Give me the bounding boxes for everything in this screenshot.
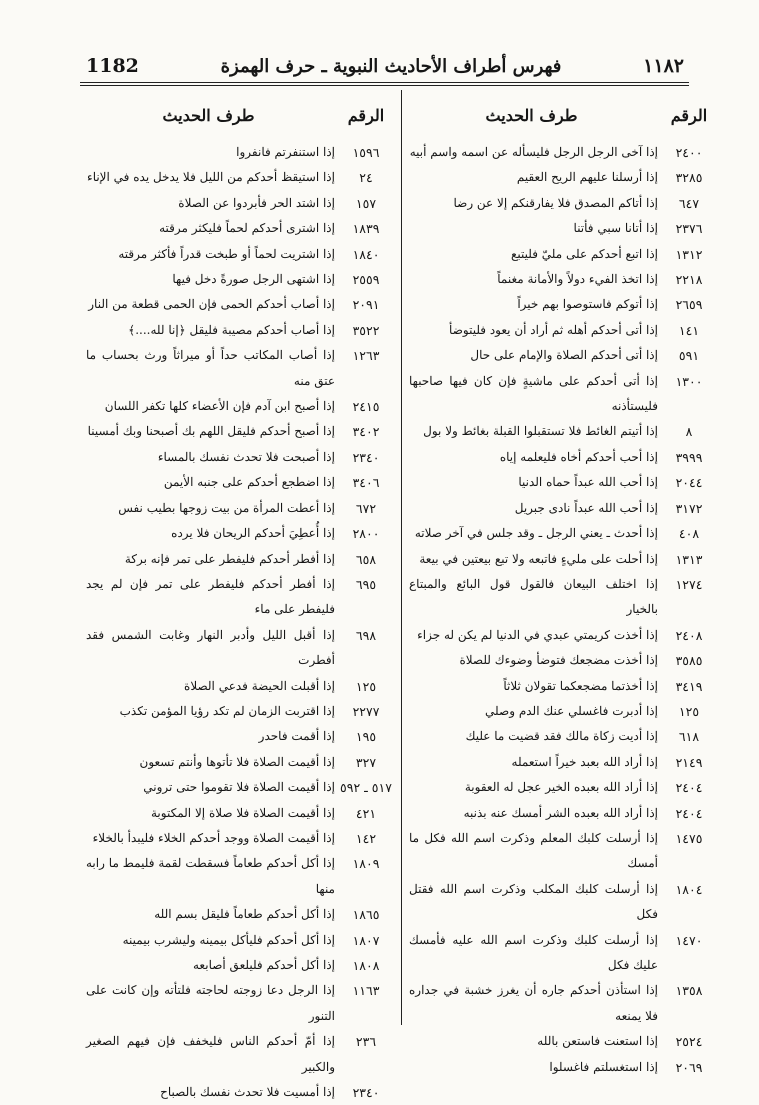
hadith-number: ١٨٠٩	[352, 856, 380, 872]
list-item	[82, 343, 397, 394]
list-item	[405, 1055, 720, 1080]
hadith-text: إذا أراد الله بعبده الخير عجل له العقوبة	[464, 780, 658, 795]
hadith-number: ٣٤٠٢	[352, 424, 380, 440]
left-column	[82, 90, 397, 1105]
hadith-text: إذا أحب الله عبداً نادى جبريل	[514, 500, 658, 515]
hadith-text: إذا اضطجع أحدكم على جنبه الأيمن	[163, 475, 335, 490]
number-column-label: الرقم	[670, 105, 708, 125]
hadith-text: إذا أتاكم المصدق فلا يفارقنكم إلا عن رضا	[453, 195, 658, 210]
hadith-number: ٢٣٤٠	[352, 449, 380, 465]
list-item	[405, 496, 720, 521]
hadith-text: إذا أمسيت فلا تحدث نفسك بالصباح	[160, 1085, 335, 1100]
hadith-text: إذا أخذت مضجعك فتوضأ وضوءك للصلاة	[459, 653, 658, 668]
hadith-text: إذا أفطر أحدكم فليفطر على تمر فإن لم يجد فليفطر على ماء	[86, 576, 335, 617]
hadith-text: إذا أخذتما مضجعكما تقولان ثلاثاً	[503, 678, 658, 693]
list-item	[82, 165, 397, 190]
hadith-text: إذا أراد الله بعبد خيراً استعمله	[511, 754, 658, 769]
hadith-number: ٢٠٩١	[352, 297, 380, 313]
hadith-number: ٢٤٠٤	[675, 805, 703, 821]
list-item	[82, 674, 397, 699]
hadith-number: ٣٩٩٩	[675, 449, 703, 465]
hadith-number: ١٢٥	[678, 703, 700, 719]
hadith-number: ٢٣٧٦	[675, 221, 703, 237]
list-item	[405, 699, 720, 724]
number-column-label: الرقم	[347, 105, 385, 125]
hadith-text: إذا أتى أحدكم أهله ثم أراد أن يعود فليتوضأ	[449, 322, 658, 337]
hadith-number: ١٢٥	[355, 678, 377, 694]
hadith-number: ٢٢١٨	[675, 272, 703, 288]
hadith-text: إذا أحب الله عبداً حماه الدنيا	[518, 475, 658, 490]
hadith-number: ١٣٠٠	[675, 373, 703, 389]
hadith-text: إذا أحلت على مليءٍ فاتبعه ولا تبع بيعتين في بيعة	[419, 551, 658, 566]
hadith-text: إذا استنفرتم فانفروا	[236, 145, 335, 159]
hadith-number: ١٥٩٦	[352, 145, 380, 160]
hadith-number: ١٨٠٤	[675, 881, 703, 897]
list-item	[405, 216, 720, 241]
list-item	[82, 623, 397, 674]
hadith-number: ٣٤٠٦	[352, 475, 380, 491]
hadith-text: إذا أدبرت فاغسلي عنك الدم وصلي	[485, 703, 658, 718]
column-divider	[401, 90, 402, 1025]
list-item	[82, 851, 397, 902]
list-item	[82, 775, 397, 800]
hadith-number: ٣٥٨٥	[675, 653, 703, 669]
hadith-list	[82, 140, 397, 1105]
hadith-text: إذا أمّ أحدكم الناس فليخفف فإن فيهم الصغير والكبير	[86, 1034, 335, 1074]
hadith-number: ١٨٣٩	[352, 221, 380, 237]
hadith-text: إذا أتوكم فاستوصوا بهم خيراً	[517, 297, 658, 312]
hadith-text: إذا أكل أحدكم فليلعق أصابعه	[193, 958, 335, 972]
hadith-text: إذا أتى أحدكم على ماشيةٍ فإن كان فيها صاحبها فليستأذنه	[409, 373, 658, 414]
hadith-number: ١٨٤٠	[352, 246, 380, 262]
hadith-text: إذا أقيمت الصلاة ووجد أحدكم الخلاء فليبدأ بالخلاء	[92, 830, 335, 845]
hadith-text: إذا آخى الرجل الرجل فليسأله عن اسمه واسم أبيه	[409, 145, 658, 159]
list-item	[82, 470, 397, 495]
hadith-text: إذا أحب أحدكم أخاه فليعلمه إياه	[499, 449, 658, 464]
hadith-number: ١٤١	[678, 322, 700, 338]
hadith-text: إذا اتخذ الفيء دولاً والأمانة مغنماً	[497, 272, 658, 287]
list-item	[405, 267, 720, 292]
hadith-text: إذا أرسلت كلبك المكلب وذكرت اسم الله فقتل فكل	[409, 881, 658, 922]
hadith-text: إذا استغسلتم فاغسلوا	[549, 1059, 658, 1074]
hadith-text: إذا أصبح أحدكم فليقل اللهم بك أصبحنا وبك أمسينا	[87, 424, 335, 439]
hadith-number: ١٤٧٠	[675, 932, 703, 948]
hadith-number: ١٨٠٧	[352, 932, 380, 948]
text-column-label: طرف الحديث	[162, 105, 255, 125]
hadith-text: إذا أرسلنا عليهم الريح العقيم	[516, 170, 658, 185]
hadith-text: إذا اتبع أحدكم على مليّ فليتبع	[510, 246, 658, 261]
list-item	[405, 572, 720, 623]
hadith-number: ١٤٢	[355, 830, 377, 846]
hadith-number: ١٣١٢	[675, 246, 703, 262]
hadith-number: ٢٢٧٧	[352, 703, 380, 719]
hadith-number: ١٤٧٥	[675, 830, 703, 846]
hadith-number: ١٣١٣	[675, 551, 703, 567]
hadith-number: ٦٩٥	[355, 576, 377, 592]
hadith-text: إذا أرسلت كلبك وذكرت اسم الله عليه فأمسك عليك فكل	[409, 932, 658, 972]
hadith-number: ٦٧٢	[355, 500, 377, 516]
list-item	[405, 140, 720, 165]
list-item	[405, 242, 720, 267]
list-item	[405, 750, 720, 775]
hadith-text: إذا اشترى أحدكم لحماً فليكثر مرقته	[159, 221, 335, 236]
column-header	[82, 90, 397, 140]
list-item	[82, 216, 397, 241]
list-item	[405, 165, 720, 190]
list-item	[405, 826, 720, 877]
text-column-label: طرف الحديث	[485, 105, 578, 125]
list-item	[405, 547, 720, 572]
list-item	[82, 724, 397, 749]
hadith-text: إذا اشتريت لحماً أو طبخت قدراً فأكثر مرقته	[118, 246, 335, 261]
hadith-number: ٣٤١٩	[675, 678, 703, 694]
list-item	[405, 419, 720, 444]
hadith-text: إذا أقيمت الصلاة فلا صلاة إلا المكتوبة	[150, 805, 335, 820]
hadith-text: إذا أتيتم الغائط فلا تستقبلوا القبلة بغائط ولا بول	[423, 424, 658, 439]
list-item	[82, 699, 397, 724]
hadith-number: ٢٤	[359, 170, 373, 186]
hadith-text: إذا أحدث ـ يعني الرجل ـ وقد جلس في آخر صلاته	[414, 526, 658, 541]
list-item	[82, 750, 397, 775]
hadith-number: ١٥٧	[355, 195, 377, 211]
list-item	[82, 191, 397, 216]
hadith-number: ٢٠٤٤	[675, 475, 703, 491]
hadith-text: إذا أصاب المكاتب حداً أو ميراثاً ورث بحساب ما عتق منه	[86, 348, 335, 388]
hadith-text: إذا أصاب أحدكم الحمى فإن الحمى قطعة من النار	[88, 297, 335, 312]
list-item	[405, 445, 720, 470]
hadith-text: إذا أصبحت فلا تحدث نفسك بالمساء	[157, 449, 335, 464]
list-item	[82, 496, 397, 521]
hadith-number: ٥١٧ ـ ٥٩٢	[340, 780, 392, 796]
list-item	[405, 648, 720, 673]
list-item	[82, 1080, 397, 1105]
hadith-number: ٢٤٠٠	[675, 145, 703, 160]
list-item	[405, 470, 720, 495]
hadith-text: إذا أخذت كريمتي عبدي في الدنيا لم يكن له جزاء	[417, 627, 658, 642]
list-item	[82, 445, 397, 470]
list-item	[405, 724, 720, 749]
hadith-number: ٣٥٢٢	[352, 322, 380, 338]
hadith-number: ٢٤٠٨	[675, 627, 703, 643]
list-item	[82, 1029, 397, 1080]
list-item	[82, 140, 397, 165]
list-item	[405, 343, 720, 368]
hadith-text: إذا أكل أحدكم طعاماً فليقل بسم الله	[154, 907, 335, 922]
list-item	[82, 928, 397, 953]
page-header	[86, 48, 684, 84]
hadith-number: ١٣٥٨	[675, 983, 703, 999]
hadith-text: إذا أتانا سبي فأتنا	[573, 221, 658, 236]
page-title: فهرس أطراف الأحاديث النبوية ـ حرف الهمزة	[220, 55, 562, 77]
hadith-number: ١٢٦٣	[352, 348, 380, 364]
hadith-text: إذا اشتد الحر فأبردوا عن الصلاة	[178, 195, 335, 210]
list-item	[405, 318, 720, 343]
list-item	[405, 801, 720, 826]
hadith-number: ٢٤١٥	[352, 399, 380, 415]
hadith-text: إذا اختلف البيعان فالقول قول البائع والمبتاع بالخيار	[409, 576, 658, 617]
hadith-list	[405, 140, 720, 1080]
column-header	[405, 90, 720, 140]
hadith-number: ٦٥٨	[355, 551, 377, 567]
hadith-number: ٢٣٤٠	[352, 1085, 380, 1101]
hadith-number: ٨	[685, 424, 693, 440]
hadith-text: إذا استأذن أحدكم جاره أن يغرز خشبة في جداره فلا يمنعه	[409, 983, 658, 1023]
hadith-text: إذا الرجل دعا زوجته لحاجته فلتأته وإن كانت على التنور	[86, 983, 335, 1023]
list-item	[82, 953, 397, 978]
hadith-number: ٢٠٦٩	[675, 1059, 703, 1075]
hadith-text: إذا أكل أحدكم طعاماً فسقطت لقمة فليمط ما رابه منها	[86, 856, 335, 896]
hadith-number: ٣٢٨٥	[675, 170, 703, 186]
hadith-text: إذا أتى أحدكم الصلاة والإمام على حال	[470, 348, 658, 363]
right-column	[405, 90, 720, 1080]
hadith-number: ١٨٠٨	[352, 958, 380, 973]
list-item	[82, 419, 397, 444]
list-item	[405, 978, 720, 1029]
hadith-number: ١٩٥	[355, 729, 377, 745]
list-item	[405, 623, 720, 648]
page-number-arabic: ١١٨٢	[643, 55, 684, 77]
list-item	[405, 1029, 720, 1054]
hadith-text: إذا أفطر أحدكم فليفطر على تمر فإنه بركة	[124, 551, 335, 566]
hadith-text: إذا أكل أحدكم فليأكل بيمينه وليشرب بيمينه	[122, 932, 335, 947]
hadith-number: ٣٢٧	[355, 754, 377, 770]
hadith-number: ٤٠٨	[678, 526, 700, 542]
hadith-text: إذا أديت زكاة مالك فقد قضيت ما عليك	[465, 729, 658, 744]
hadith-number: ٦١٨	[678, 729, 700, 745]
page-number-latin: 1182	[86, 55, 139, 77]
list-item	[82, 318, 397, 343]
hadith-text: إذا أقيمت الصلاة فلا تقوموا حتى تروني	[143, 780, 335, 795]
header-rule	[80, 82, 689, 83]
list-item	[405, 877, 720, 928]
hadith-number: ٤٢١	[355, 805, 377, 821]
list-item	[82, 394, 397, 419]
list-item	[82, 267, 397, 292]
list-item	[82, 521, 397, 546]
hadith-text: إذا استيقظ أحدكم من الليل فلا يدخل يده في الإناء	[87, 170, 335, 185]
hadith-number: ١١٦٣	[352, 983, 380, 999]
list-item	[82, 902, 397, 927]
hadith-text: إذا اشتهى الرجل صورةً دخل فيها	[172, 272, 335, 287]
hadith-text: إذا أقبل الليل وأدبر النهار وغابت الشمس فقد أفطرت	[86, 627, 335, 668]
hadith-text: إذا أعطت المرأة من بيت زوجها بطيب نفس	[118, 500, 335, 515]
list-item	[405, 191, 720, 216]
hadith-number: ٢١٤٩	[675, 754, 703, 770]
hadith-text: إذا أقبلت الحيضة فدعي الصلاة	[184, 678, 335, 693]
hadith-text: إذا اقتربت الزمان لم تكد رؤيا المؤمن تكذب	[119, 703, 335, 718]
hadith-text: إذا أصاب أحدكم مصيبة فليقل ﴿إنا لله....﴾	[128, 322, 335, 337]
hadith-number: ١٢٧٤	[675, 576, 703, 592]
list-item	[82, 242, 397, 267]
hadith-number: ٢٣٦	[355, 1034, 377, 1050]
list-item	[82, 801, 397, 826]
hadith-text: إذا أرسلت كلبك المعلم وذكرت اسم الله فكل ما أمسك	[409, 830, 658, 871]
list-item	[82, 978, 397, 1029]
list-item	[405, 928, 720, 979]
list-item	[405, 369, 720, 420]
hadith-text: إذا أصبح ابن آدم فإن الأعضاء كلها تكفر اللسان	[104, 399, 335, 414]
hadith-text: إذا أراد الله بعبده الشر أمسك عنه بذنبه	[463, 805, 658, 820]
hadith-number: ٢٦٥٩	[675, 297, 703, 313]
list-item	[82, 826, 397, 851]
list-item	[405, 292, 720, 317]
hadith-number: ٦٤٧	[678, 195, 700, 211]
hadith-number: ٦٩٨	[355, 627, 377, 643]
list-item	[405, 674, 720, 699]
list-item	[82, 292, 397, 317]
hadith-number: ٢٤٠٤	[675, 780, 703, 796]
hadith-text: إذا أقيمت الصلاة فلا تأتوها وأنتم تسعون	[139, 754, 335, 769]
header-rule-thin	[80, 85, 689, 86]
list-item	[82, 547, 397, 572]
hadith-number: ١٨٦٥	[352, 907, 380, 923]
hadith-text: إذا أقمت فاحدر	[258, 729, 335, 744]
hadith-text: إذا أُعطِيَ أحدكم الريحان فلا يرده	[171, 526, 335, 541]
hadith-number: ٥٩١	[678, 348, 700, 364]
list-item	[405, 775, 720, 800]
hadith-number: ٢٥٢٤	[675, 1034, 703, 1050]
hadith-number: ٣١٧٢	[675, 500, 703, 516]
hadith-text: إذا استعنت فاستعن بالله	[537, 1034, 658, 1049]
hadith-number: ٢٥٥٩	[352, 272, 380, 288]
hadith-number: ٢٨٠٠	[352, 526, 380, 542]
list-item	[405, 521, 720, 546]
list-item	[82, 572, 397, 623]
